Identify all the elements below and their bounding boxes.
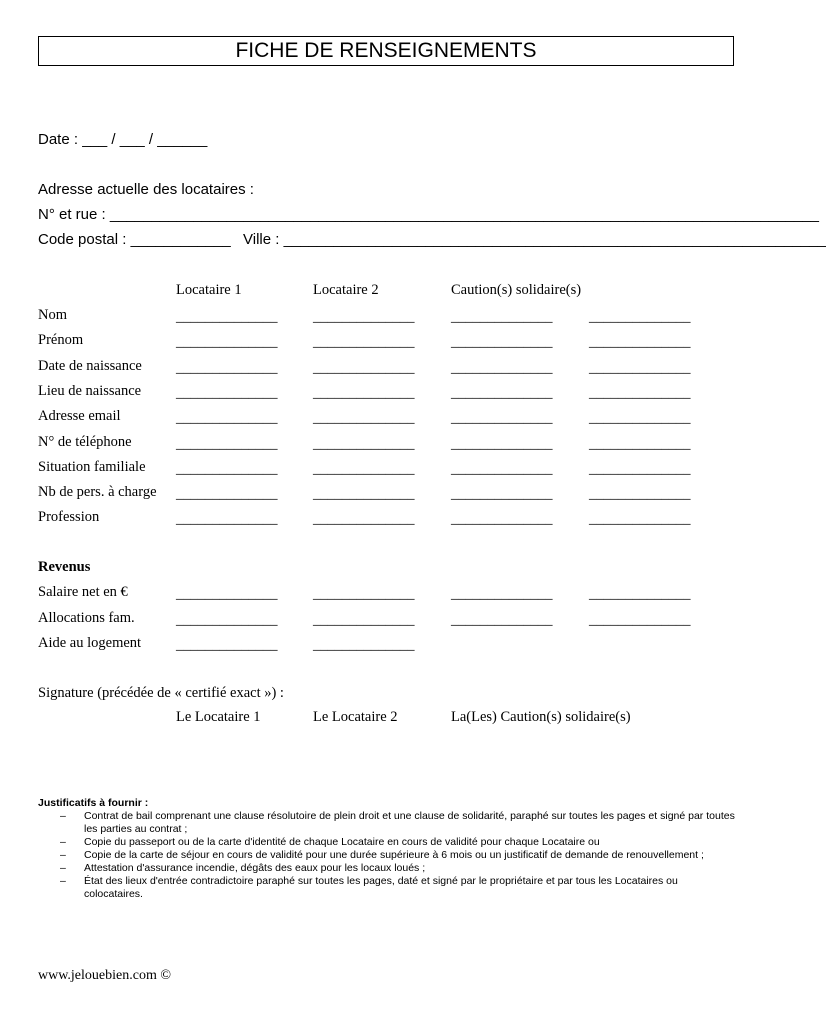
blank-field[interactable]: ______________ (451, 460, 553, 477)
blank-field[interactable]: ______________ (589, 334, 691, 351)
blank-field[interactable]: ______________ (176, 486, 278, 503)
list-item (38, 849, 738, 862)
revenus-row-label: Aide au logement (38, 635, 142, 651)
blank-field[interactable]: ______________ (451, 359, 553, 376)
blank-field[interactable]: ______________ (589, 486, 691, 503)
date-field[interactable]: ___ / ___ / ______ (82, 131, 208, 148)
justificatifs-section (38, 797, 738, 901)
blank-field[interactable]: ______________ (451, 586, 553, 602)
blank-field[interactable]: ______________ (313, 460, 415, 477)
dash-bullet: – (60, 810, 66, 822)
blank-field[interactable]: ______________ (451, 486, 553, 503)
blank-field[interactable]: ______________ (451, 384, 553, 401)
postal-city-line (38, 231, 826, 248)
blank-field[interactable]: ______________ (176, 359, 278, 376)
blank-field[interactable]: ______________ (176, 637, 278, 653)
postal-field[interactable]: ____________ (130, 231, 231, 248)
row-label: Adresse email (38, 408, 121, 425)
street-label: N° et rue : (38, 206, 106, 223)
page-title: FICHE DE RENSEIGNEMENTS (38, 36, 734, 66)
justificatif-text: Copie de la carte de séjour en cours de validité pour une durée supérieure à 6 mois ou un justificatif de demande de renouvellement ; (84, 849, 704, 861)
blank-field[interactable]: ______________ (451, 334, 553, 351)
list-item (38, 836, 738, 849)
blank-field[interactable]: ______________ (313, 309, 415, 325)
blank-field[interactable]: ______________ (176, 586, 278, 602)
signature-locataire-1: Le Locataire 1 (176, 709, 261, 725)
column-header-locataire-2: Locataire 2 (313, 282, 379, 298)
postal-label: Code postal : (38, 231, 127, 248)
revenus-heading: Revenus (38, 559, 91, 575)
blank-field[interactable]: ______________ (313, 334, 415, 351)
revenus-row-label: Salaire net en € (38, 584, 128, 600)
dash-bullet: – (60, 875, 66, 887)
blank-field[interactable]: ______________ (176, 309, 278, 325)
justificatif-text: Attestation d'assurance incendie, dégâts des eaux pour les locaux loués ; (84, 862, 426, 874)
blank-field[interactable]: ______________ (176, 435, 278, 452)
blank-field[interactable]: ______________ (313, 486, 415, 503)
blank-field[interactable]: ______________ (589, 460, 691, 477)
list-item (38, 810, 738, 836)
blank-field[interactable]: ______________ (451, 611, 553, 628)
dash-bullet: – (60, 849, 66, 861)
blank-field[interactable]: ______________ (176, 410, 278, 427)
column-header-caution: Caution(s) solidaire(s) (451, 282, 582, 298)
justificatif-text: État des lieux d'entrée contradictoire paraphé sur toutes les pages, daté et signé par le propriétaire et par tous les Locataires ou colocataires. (84, 875, 678, 900)
row-label: Lieu de naissance (38, 382, 142, 399)
row-label: Profession (38, 509, 100, 526)
blank-field[interactable]: ______________ (176, 511, 278, 528)
column-header-locataire-1: Locataire 1 (176, 282, 242, 298)
row-label: Prénom (38, 332, 84, 349)
row-label: Situation familiale (38, 458, 146, 475)
blank-field[interactable]: ______________ (589, 435, 691, 452)
blank-field[interactable]: ______________ (313, 359, 415, 376)
blank-field[interactable]: ______________ (589, 410, 691, 427)
blank-field[interactable]: ______________ (313, 586, 415, 602)
blank-field[interactable]: ______________ (313, 637, 415, 653)
row-label: Nb de pers. à charge (38, 484, 157, 501)
blank-field[interactable]: ______________ (176, 384, 278, 401)
blank-field[interactable]: ______________ (589, 309, 691, 325)
blank-field[interactable]: ______________ (451, 511, 553, 528)
city-label: Ville : (243, 231, 280, 248)
blank-field[interactable]: ______________ (313, 410, 415, 427)
dash-bullet: – (60, 862, 66, 874)
blank-field[interactable]: ______________ (451, 410, 553, 427)
blank-field[interactable]: ______________ (589, 384, 691, 401)
blank-field[interactable]: ______________ (589, 586, 691, 602)
address-heading: Adresse actuelle des locataires : (38, 181, 254, 198)
blank-field[interactable]: ______________ (313, 611, 415, 628)
blank-field[interactable]: ______________ (451, 435, 553, 452)
row-label: N° de téléphone (38, 433, 132, 450)
list-item (38, 862, 738, 875)
blank-field[interactable]: ______________ (313, 435, 415, 452)
city-field[interactable]: _________________________________________________________________ (283, 231, 826, 248)
blank-field[interactable]: ______________ (589, 611, 691, 628)
date-line (38, 131, 207, 148)
blank-field[interactable]: ______________ (313, 384, 415, 401)
justificatif-text: Contrat de bail comprenant une clause résolutoire de plein droit et une clause de solidarité, paraphé sur toutes les pages et signé par toutes les parties au contrat ; (84, 810, 735, 835)
blank-field[interactable]: ______________ (589, 359, 691, 376)
justificatifs-title: Justificatifs à fournir : (38, 797, 149, 809)
dash-bullet: – (60, 836, 66, 848)
signature-caution: La(Les) Caution(s) solidaire(s) (451, 709, 631, 725)
row-label: Nom (38, 307, 67, 323)
signature-label: Signature (précédée de « certifié exact ») : (38, 685, 284, 701)
justificatif-text: Copie du passeport ou de la carte d'identité de chaque Locataire en cours de validité pour chaque Locataire ou (84, 836, 600, 848)
list-item (38, 875, 738, 901)
blank-field[interactable]: ______________ (589, 511, 691, 528)
revenus-row-label: Allocations fam. (38, 609, 135, 626)
blank-field[interactable]: ______________ (451, 309, 553, 325)
street-line (38, 206, 819, 223)
street-field[interactable]: _____________________________________________________________________________________ (109, 206, 819, 223)
footer-url: www.jelouebien.com © (38, 968, 171, 983)
justificatifs-list (38, 810, 738, 901)
blank-field[interactable]: ______________ (176, 460, 278, 477)
blank-field[interactable]: ______________ (176, 334, 278, 351)
blank-field[interactable]: ______________ (176, 611, 278, 628)
blank-field[interactable]: ______________ (313, 511, 415, 528)
signature-locataire-2: Le Locataire 2 (313, 709, 398, 725)
date-label: Date : (38, 131, 79, 148)
row-label: Date de naissance (38, 357, 142, 374)
